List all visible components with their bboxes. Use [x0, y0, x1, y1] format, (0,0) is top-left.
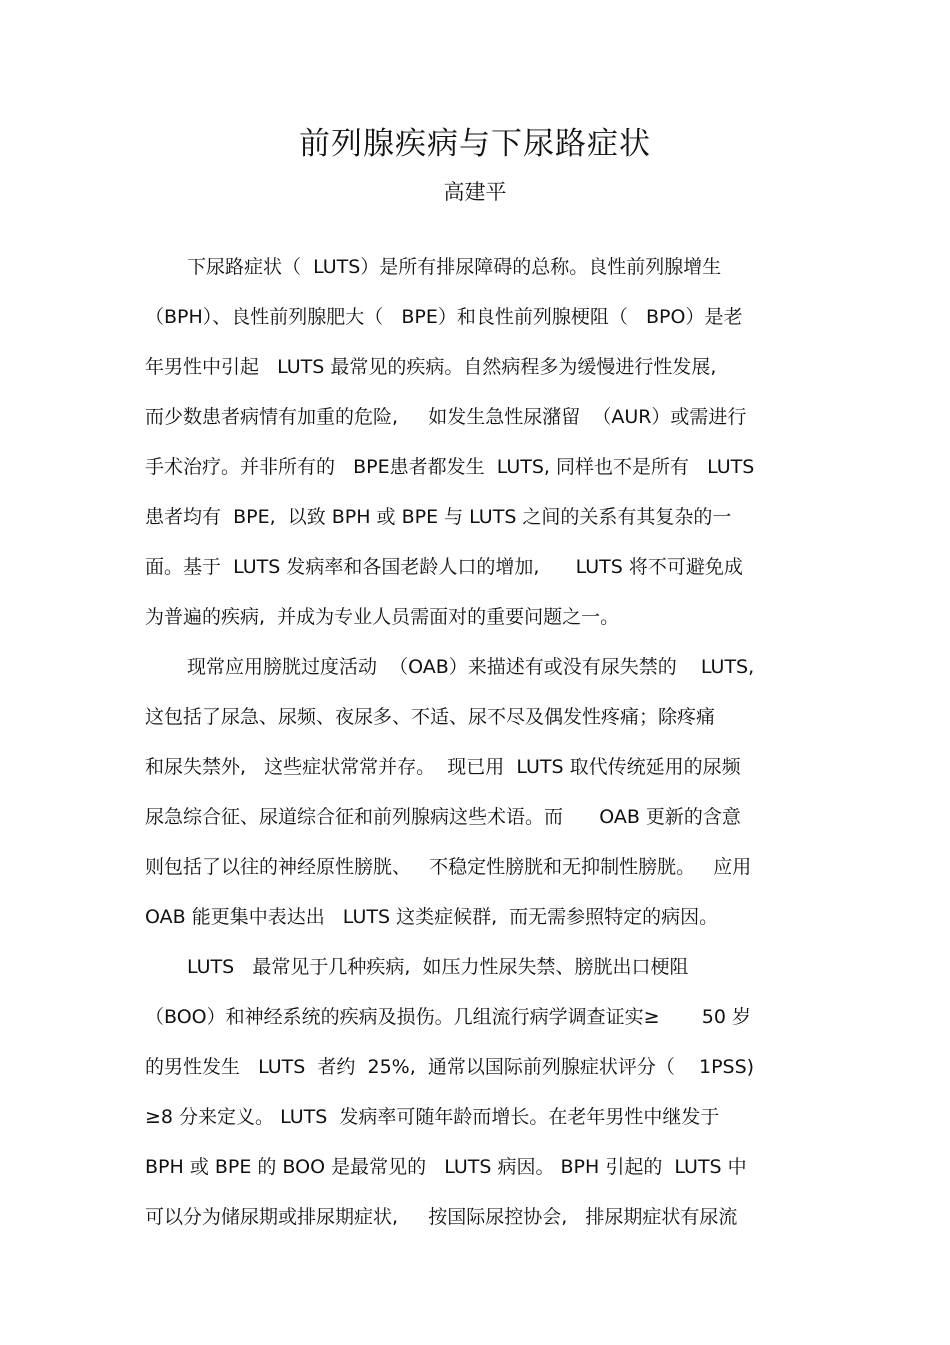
- body-line: 面。基于 LUTS 发病率和各国老龄人口的增加, LUTS 将不可避免成: [145, 556, 743, 578]
- body-line: 手术治疗。并非所有的 BPE患者都发生 LUTS, 同样也不是所有 LUTS: [145, 456, 755, 478]
- body-line: 而少数患者病情有加重的危险, 如发生急性尿潴留 （AUR）或需进行: [145, 406, 747, 428]
- body-line: 这包括了尿急、尿频、夜尿多、不适、尿不尽及偶发性疼痛；除疼痛: [145, 706, 716, 728]
- body-line: 可以分为储尿期或排尿期症状, 按国际尿控协会, 排尿期症状有尿流: [145, 1206, 738, 1228]
- body-line: 为普遍的疾病, 并成为专业人员需面对的重要问题之一。: [145, 606, 620, 628]
- body-line: 现常应用膀胱过度活动 （OAB）来描述有或没有尿失禁的 LUTS,: [187, 656, 755, 678]
- author-name: 高建平: [443, 180, 507, 204]
- body-line: ≥8 分来定义。 LUTS 发病率可随年龄而增长。在老年男性中继发于: [145, 1106, 720, 1128]
- body-line: OAB 能更集中表达出 LUTS 这类症候群, 而无需参照特定的病因。: [145, 906, 719, 928]
- body-line: 和尿失禁外, 这些症状常常并存。 现已用 LUTS 取代传统延用的尿频: [145, 756, 741, 778]
- body-line: 则包括了以往的神经原性膀胱、 不稳定性膀胱和无抑制性膀胱。 应用: [145, 856, 752, 878]
- body-line: LUTS 最常见于几种疾病, 如压力性尿失禁、膀胱出口梗阻: [187, 956, 689, 978]
- body-line: 下尿路症状（ LUTS）是所有排尿障碍的总称。良性前列腺增生: [187, 256, 722, 278]
- body-line: 患者均有 BPE, 以致 BPH 或 BPE 与 LUTS 之间的关系有其复杂的一: [145, 506, 732, 528]
- body-line: 的男性发生 LUTS 者约 25%, 通常以国际前列腺症状评分（ 1PSS): [145, 1056, 755, 1078]
- body-line: BPH 或 BPE 的 BOO 是最常见的 LUTS 病因。 BPH 引起的 LUTS 中: [145, 1156, 747, 1178]
- body-line: （BOO）和神经系统的疾病及损伤。几组流行病学调查证实≥ 50 岁: [145, 1006, 752, 1028]
- body-line: 年男性中引起 LUTS 最常见的疾病。自然病程多为缓慢进行性发展,: [145, 356, 717, 378]
- body-line: （BPH）、良性前列腺肥大（ BPE）和良性前列腺梗阻（ BPO）是老: [145, 306, 743, 328]
- body-line: 尿急综合征、尿道综合征和前列腺病这些术语。而 OAB 更新的含意: [145, 806, 741, 828]
- document-title: 前列腺疾病与下尿路症状: [299, 126, 651, 162]
